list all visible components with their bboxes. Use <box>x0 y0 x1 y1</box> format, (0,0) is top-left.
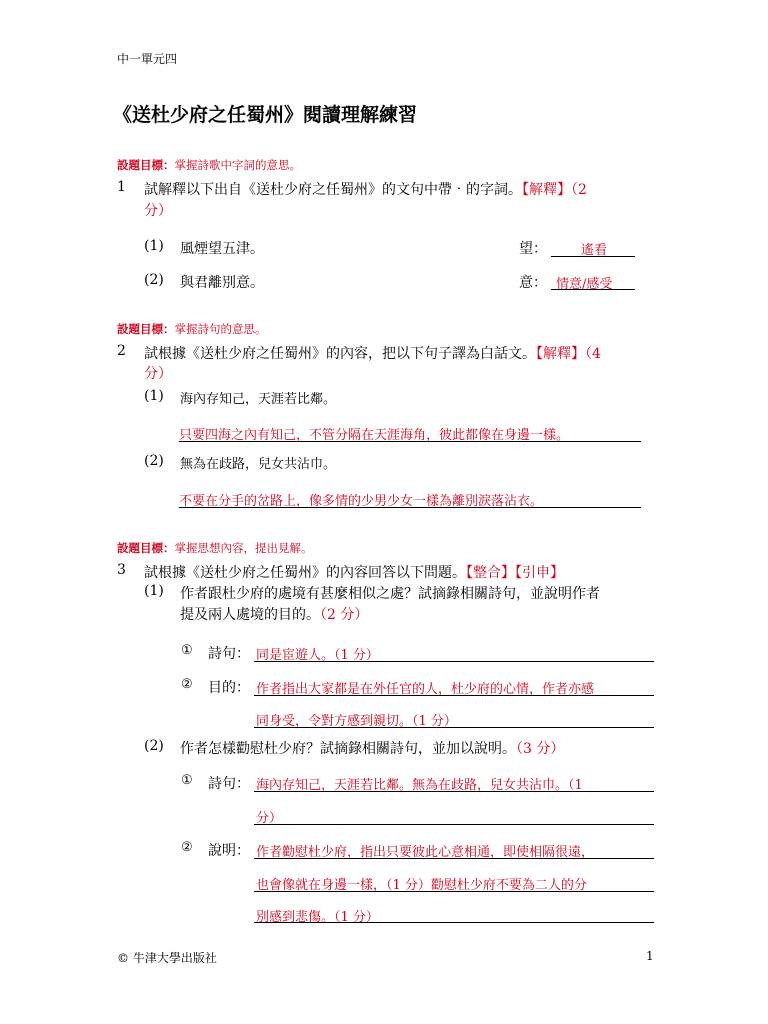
part-3-1-line2: 提及兩人處境的目的。（2 分） <box>180 607 369 623</box>
answer-3-2-explanation-line3: 別感到悲傷。（1 分） <box>256 910 379 925</box>
item-2-1-text: 海內存知己，天涯若比鄰。 <box>180 392 337 407</box>
answer-3-2-explanation-line1: 作者勸慰杜少府，指出只要彼此心意相通，即使相隔很遠， <box>256 845 595 860</box>
goal-1: 設題目標：掌握詩歌中字詞的意思。 <box>117 158 301 172</box>
answer-3-2-verse-line1: 海內存知己，天涯若比鄰。無為在歧路，兒女共沾巾。（1 <box>256 778 583 793</box>
answer-2-2: 不要在分手的岔路上，像多情的少男少女一樣為離別淚落沾衣。 <box>179 494 544 509</box>
item-1-1-word: 望： <box>519 241 547 257</box>
item-2-1-number: (1) <box>144 388 164 404</box>
question-1-text: 試解釋以下出自《送杜少府之任蜀州》的文句中帶‧的字詞。【解釋】（2 <box>144 182 587 198</box>
answer-line <box>254 695 654 696</box>
part-3-1-number: (1) <box>144 583 164 599</box>
unit-header: 中一單元四 <box>117 52 178 66</box>
question-1-score: 分） <box>144 203 172 219</box>
answer-line <box>254 922 654 923</box>
circle-number-1: ① <box>181 643 193 658</box>
answer-line <box>254 727 654 728</box>
part-3-2-line1: 作者怎樣勸慰杜少府？試摘錄相關詩句，並加以說明。（3 分） <box>180 741 565 757</box>
answer-3-1-purpose-line1: 作者指出大家都是在外任官的人，杜少府的心情，作者亦感 <box>256 682 595 697</box>
answer-line <box>254 791 654 792</box>
answer-line <box>254 824 654 825</box>
circle-number-1: ① <box>181 773 193 788</box>
question-2-score: 分） <box>144 366 172 382</box>
answer-3-2-verse-line2: 分） <box>256 811 283 826</box>
question-3-text: 試根據《送杜少府之任蜀州》的內容回答以下問題。【整合】【引申】 <box>144 565 564 581</box>
answer-3-1-purpose-line2: 同身受，令對方感到親切。（1 分） <box>256 714 457 729</box>
answer-1-2: 情意/感受 <box>556 277 613 292</box>
row-label-purpose: 目的： <box>208 680 250 696</box>
answer-line <box>254 661 654 662</box>
question-number-1: 1 <box>117 179 126 195</box>
page-title: 《送杜少府之任蜀州》閱讀理解練習 <box>113 104 418 126</box>
answer-3-1-verse: 同是宦遊人。（1 分） <box>256 648 379 663</box>
goal-2: 設題目標：掌握詩句的意思。 <box>117 322 267 336</box>
answer-line <box>254 858 654 859</box>
circle-number-2: ② <box>181 677 193 692</box>
answer-2-1: 只要四海之內有知己，不管分隔在天涯海角，彼此都像在身邊一樣。 <box>179 428 570 443</box>
row-label-explanation: 說明： <box>208 843 250 859</box>
question-number-3: 3 <box>117 562 126 578</box>
item-1-1-number: (1) <box>144 238 164 254</box>
goal-3: 設題目標：掌握思想內容，提出見解。 <box>117 541 313 555</box>
item-1-2-text: 與君離別意。 <box>180 275 264 291</box>
row-label-verse: 詩句： <box>208 646 250 662</box>
circle-number-2: ② <box>181 840 193 855</box>
question-2-text: 試根據《送杜少府之任蜀州》的內容，把以下句子譯為白話文。【解釋】（4 <box>144 346 601 362</box>
page-number: 1 <box>646 949 654 963</box>
item-1-2-word: 意： <box>519 275 547 291</box>
item-2-2-number: (2) <box>144 453 164 469</box>
answer-3-2-explanation-line2: 也會像就在身邊一樣，（1 分）勸慰杜少府不要為二人的分 <box>256 878 587 893</box>
part-3-1-line1: 作者跟杜少府的處境有甚麼相似之處？試摘錄相關詩句，並說明作者 <box>180 586 600 602</box>
question-number-2: 2 <box>117 343 126 359</box>
row-label-verse: 詩句： <box>208 776 250 792</box>
answer-1-1: 遙看 <box>581 243 608 258</box>
answer-line <box>254 891 654 892</box>
item-1-2-number: (2) <box>144 272 164 288</box>
item-1-1-text: 風煙望五津。 <box>180 241 264 257</box>
item-2-2-text: 無為在歧路，兒女共沾巾。 <box>180 457 337 472</box>
copyright-notice: © 牛津大學出版社 <box>117 951 217 965</box>
part-3-2-number: (2) <box>144 738 164 754</box>
